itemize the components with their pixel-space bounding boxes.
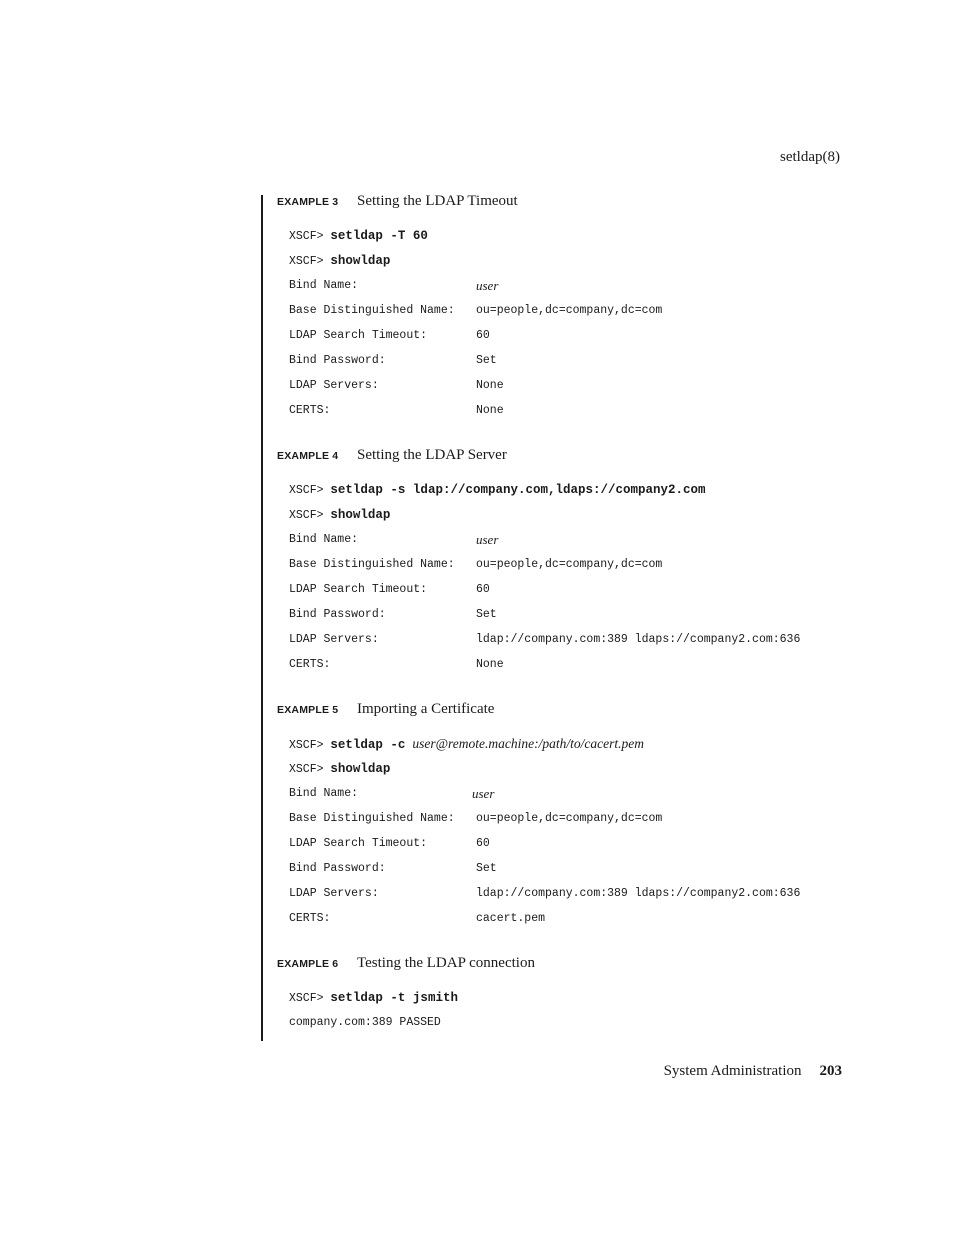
example-5-heading: [277, 699, 494, 719]
field-name: LDAP Search Timeout:: [289, 837, 428, 850]
command-line: [289, 989, 458, 1007]
prompt: XSCF>: [289, 509, 324, 522]
command: showldap: [330, 762, 391, 776]
field-value: user: [476, 278, 499, 293]
field-value: user: [476, 532, 499, 547]
command: showldap: [330, 508, 391, 522]
field-name: CERTS:: [289, 658, 331, 671]
field-name: LDAP Servers:: [289, 379, 379, 392]
example-label: EXAMPLE 3: [277, 196, 339, 208]
prompt: XSCF>: [289, 230, 324, 243]
prompt: XSCF>: [289, 992, 324, 1005]
field-value: None: [476, 658, 504, 671]
field-name: Bind Password:: [289, 354, 386, 367]
field-value: Set: [476, 608, 497, 621]
example-label: EXAMPLE 5: [277, 704, 339, 716]
example-title: Setting the LDAP Timeout: [357, 193, 518, 209]
field-name: Base Distinguished Name:: [289, 304, 455, 317]
command-line: [289, 506, 390, 524]
field-value: None: [476, 379, 504, 392]
field-name: CERTS:: [289, 912, 331, 925]
field-name: CERTS:: [289, 404, 331, 417]
example-6-heading: [277, 953, 535, 973]
prompt: XSCF>: [289, 484, 324, 497]
field-name: Base Distinguished Name:: [289, 558, 455, 571]
prompt: XSCF>: [289, 763, 324, 776]
field-value: ou=people,dc=company,dc=com: [476, 558, 663, 571]
change-bar: [261, 195, 263, 1041]
field-value: Set: [476, 354, 497, 367]
field-value: 60: [476, 583, 490, 596]
field-value: ldap://company.com:389 ldaps://company2.com:636: [476, 633, 801, 646]
field-value: 60: [476, 837, 490, 850]
field-name: LDAP Servers:: [289, 633, 379, 646]
command-argument: user@remote.machine:/path/to/cacert.pem: [412, 736, 644, 751]
command-line: [289, 481, 705, 499]
field-value: ou=people,dc=company,dc=com: [476, 304, 663, 317]
field-value: ldap://company.com:389 ldaps://company2.com:636: [476, 887, 801, 900]
running-head: setldap(8): [780, 149, 840, 165]
field-name: Bind Name:: [289, 787, 359, 800]
field-name: Bind Name:: [289, 279, 359, 292]
field-name: Base Distinguished Name:: [289, 812, 455, 825]
field-name: LDAP Servers:: [289, 887, 379, 900]
prompt: XSCF>: [289, 739, 324, 752]
command-line: [289, 252, 390, 270]
command-line: [289, 735, 644, 753]
page-number: 203: [819, 1063, 842, 1079]
example-title: Testing the LDAP connection: [357, 955, 535, 971]
page-footer: [664, 1063, 842, 1080]
command: setldap -T 60: [330, 229, 428, 243]
field-name: LDAP Search Timeout:: [289, 329, 428, 342]
example-title: Importing a Certificate: [357, 701, 495, 717]
command-line: [289, 760, 390, 778]
example-4-heading: [277, 445, 507, 465]
command-line: [289, 227, 428, 245]
field-value: 60: [476, 329, 490, 342]
field-value: ou=people,dc=company,dc=com: [476, 812, 663, 825]
command: setldap -c: [330, 738, 406, 752]
prompt: XSCF>: [289, 255, 324, 268]
field-name: Bind Password:: [289, 608, 386, 621]
field-name: Bind Name:: [289, 533, 359, 546]
field-name: Bind Password:: [289, 862, 386, 875]
field-value: user: [472, 786, 495, 801]
field-name: LDAP Search Timeout:: [289, 583, 428, 596]
command-output: company.com:389 PASSED: [289, 1016, 441, 1029]
footer-section-title: System Administration: [663, 1063, 802, 1079]
example-3-heading: [277, 191, 518, 211]
field-value: None: [476, 404, 504, 417]
field-value: Set: [476, 862, 497, 875]
command: showldap: [330, 254, 391, 268]
command: setldap -t jsmith: [330, 991, 458, 1005]
example-label: EXAMPLE 4: [277, 450, 339, 462]
command: setldap -s ldap://company.com,ldaps://company2.com: [330, 483, 706, 497]
example-label: EXAMPLE 6: [277, 958, 339, 970]
example-title: Setting the LDAP Server: [357, 447, 507, 463]
field-value: cacert.pem: [476, 912, 546, 925]
